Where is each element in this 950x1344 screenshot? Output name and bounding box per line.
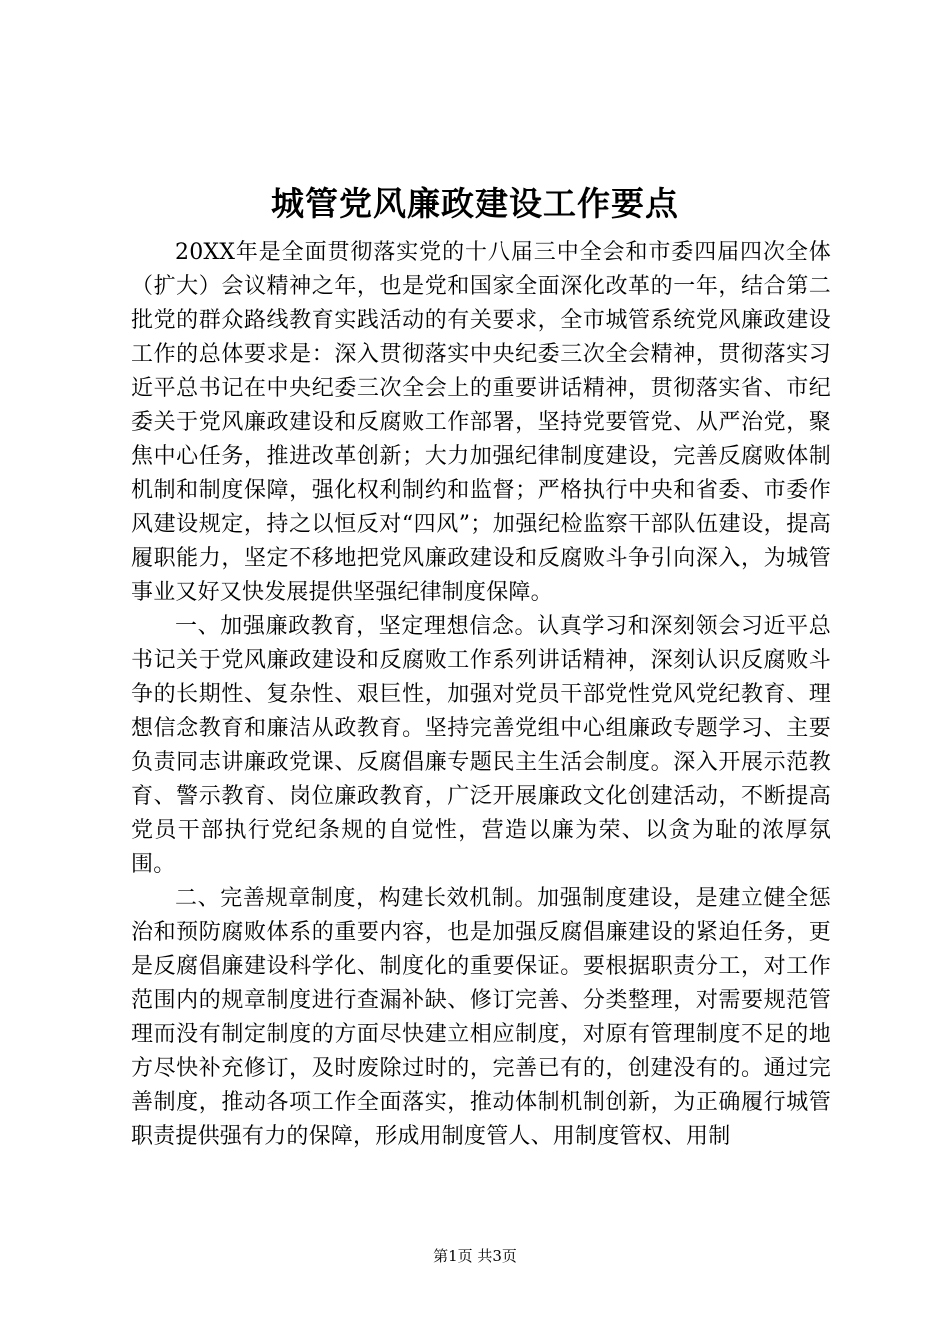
page-number-footer: 第1页 共3页 [433, 1247, 517, 1265]
paragraph-intro: 20XX年是全面贯彻落实党的十八届三中全会和市委四届四次全体（扩大）会议精神之年，也是党和国家全面深化改革的一年，结合第二批党的群众路线教育实践活动的有关要求，全市城管系统党风廉政建设工作的总体要求是：深入贯彻落实中央纪委三次全会精神，贯彻落实习近平总书记在中央纪委三次全会上的重要讲话精神，贯彻落实省、市纪委关于党风廉政建设和反腐败工作部署，坚持党要管党、从严治党，聚焦中心任务，推进改革创新；大力加强纪律制度建设，完善反腐败体制机制和制度保障，强化权利制约和监督；严格执行中央和省委、市委作风建设规定，持之以恒反对“四风”；加强纪检监察干部队伍建设，提高履职能力，坚定不移地把党风廉政建设和反腐败斗争引向深入，为城管事业又好又快发展提供坚强纪律制度保障。 [131, 240, 831, 605]
paragraph-section-2: 二、完善规章制度，构建长效机制。加强制度建设，是建立健全惩治和预防腐败体系的重要内容，也是加强反腐倡廉建设的紧迫任务，更是反腐倡廉建设科学化、制度化的重要保证。要根据职责分工，对工作范围内的规章制度进行查漏补缺、修订完善、分类整理，对需要规范管理而没有制定制度的方面尽快建立相应制度，对原有管理制度不足的地方尽快补充修订，及时废除过时的，完善已有的，创建没有的。通过完善制度，推动各项工作全面落实，推动体制机制创新，为正确履行城管职责提供强有力的保障，形成用制度管人、用制度管权、用制 [131, 886, 831, 1149]
paragraph-section-1: 一、加强廉政教育，坚定理想信念。认真学习和深刻领会习近平总书记关于党风廉政建设和反腐败工作系列讲话精神，深刻认识反腐败斗争的长期性、复杂性、艰巨性，加强对党员干部党性党风党纪教育、理想信念教育和廉洁从政教育。坚持完善党组中心组廉政专题学习、主要负责同志讲廉政党课、反腐倡廉专题民主生活会制度。深入开展示范教育、警示教育、岗位廉政教育，广泛开展廉政文化创建活动，不断提高党员干部执行党纪条规的自觉性，营造以廉为荣、以贪为耻的浓厚氛围。 [131, 614, 831, 877]
document-body [131, 236, 831, 1154]
document-title: 城管党风廉政建设工作要点 [271, 184, 679, 223]
